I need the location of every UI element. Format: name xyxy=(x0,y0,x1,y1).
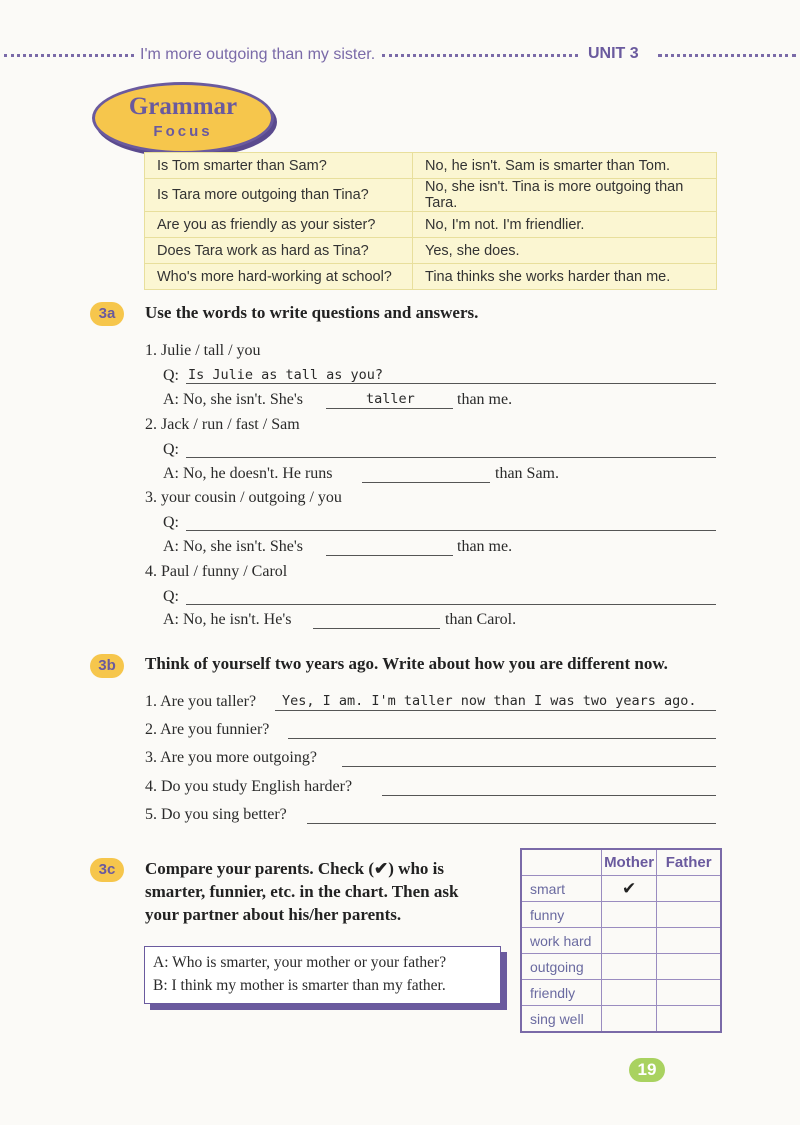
father-check-cell[interactable] xyxy=(657,980,721,1006)
answer-line[interactable] xyxy=(288,738,716,739)
section-3c-title-line-2: smarter, funnier, etc. in the chart. Then ask xyxy=(145,882,459,901)
dialog-line-a: A: Who is smarter, your mother or your father? xyxy=(153,954,447,971)
exercise-prompt: 4. Paul / funny / Carol xyxy=(145,563,288,580)
question-answer-text: Is Julie as tall as you? xyxy=(188,367,384,383)
table-row xyxy=(145,153,717,179)
chart-header-father: Father xyxy=(657,849,721,876)
father-check-cell[interactable] xyxy=(657,928,721,954)
answer-prefix: A: No, he isn't. He's xyxy=(163,611,292,628)
header-dots-left xyxy=(4,54,134,57)
question-answer-line[interactable] xyxy=(186,530,716,531)
father-check-cell[interactable] xyxy=(657,902,721,928)
chart-header-row xyxy=(521,849,721,876)
father-check-cell[interactable] xyxy=(657,1006,721,1033)
father-check-cell[interactable] xyxy=(657,876,721,902)
grammar-answer: Tina thinks she works harder than me. xyxy=(413,264,717,290)
trait-label: funny xyxy=(521,902,601,928)
table-row xyxy=(521,1006,721,1033)
grammar-answer: Yes, she does. xyxy=(413,238,717,264)
answer-prefix: A: No, she isn't. She's xyxy=(163,538,303,555)
mother-check-cell[interactable] xyxy=(601,902,657,928)
exercise-prompt: 1. Julie / tall / you xyxy=(145,342,261,359)
grammar-question: Is Tom smarter than Sam? xyxy=(145,153,413,179)
father-check-cell[interactable] xyxy=(657,954,721,980)
table-row xyxy=(521,980,721,1006)
answer-suffix: than me. xyxy=(457,391,513,408)
header-dots-middle xyxy=(382,54,578,57)
page-number: 19 xyxy=(629,1058,665,1082)
trait-label: friendly xyxy=(521,980,601,1006)
table-row xyxy=(521,876,721,902)
answer-text: Yes, I am. I'm taller now than I was two years ago. xyxy=(282,693,697,709)
section-3b-badge: 3b xyxy=(90,654,124,678)
answer-suffix: than me. xyxy=(457,538,513,555)
exercise-prompt: 3. your cousin / outgoing / you xyxy=(145,489,342,506)
answer-prefix: A: No, she isn't. She's xyxy=(163,391,303,408)
section-3c-title-line-3: your partner about his/her parents. xyxy=(145,905,402,924)
mother-check-cell[interactable] xyxy=(601,954,657,980)
section-3b-title: Think of yourself two years ago. Write about how you are different now. xyxy=(145,654,668,673)
answer-blank[interactable] xyxy=(362,482,490,483)
answer-prefix: A: No, he doesn't. He runs xyxy=(163,465,333,482)
answer-fill-text: taller xyxy=(366,391,415,407)
trait-label: outgoing xyxy=(521,954,601,980)
table-row xyxy=(521,928,721,954)
question-label: Q: xyxy=(163,588,179,605)
question-answer-line[interactable] xyxy=(186,383,716,384)
table-row xyxy=(145,238,717,264)
section-3c-title-line-1: Compare your parents. Check (✔) who is xyxy=(145,859,445,878)
answer-suffix: than Sam. xyxy=(495,465,559,482)
answer-blank[interactable] xyxy=(326,408,453,409)
chart-header-mother: Mother xyxy=(601,849,657,876)
section-3a-title: Use the words to write questions and answers. xyxy=(145,303,479,322)
chart-header-blank xyxy=(521,849,601,876)
table-row xyxy=(521,954,721,980)
grammar-answer: No, he isn't. Sam is smarter than Tom. xyxy=(413,153,717,179)
exercise-question: 4. Do you study English harder? xyxy=(145,778,353,795)
exercise-question: 1. Are you taller? xyxy=(145,693,257,710)
answer-blank[interactable] xyxy=(326,555,453,556)
table-row xyxy=(145,179,717,212)
grammar-question: Does Tara work as hard as Tina? xyxy=(145,238,413,264)
mother-check-cell[interactable] xyxy=(601,1006,657,1033)
grammar-focus-subtitle: Focus xyxy=(153,123,213,140)
exercise-question: 5. Do you sing better? xyxy=(145,806,287,823)
answer-line[interactable] xyxy=(275,710,716,711)
page-header xyxy=(0,44,800,68)
table-row xyxy=(145,264,717,290)
answer-line[interactable] xyxy=(382,795,716,796)
dialog-line-b: B: I think my mother is smarter than my father. xyxy=(153,977,446,994)
grammar-focus-title: Grammar xyxy=(128,93,238,120)
trait-label: smart xyxy=(521,876,601,902)
grammar-table xyxy=(144,152,717,290)
grammar-focus-badge xyxy=(92,82,274,154)
trait-label: work hard xyxy=(521,928,601,954)
unit-label: UNIT 3 xyxy=(588,45,639,62)
answer-line[interactable] xyxy=(307,823,716,824)
mother-check-cell[interactable] xyxy=(601,928,657,954)
question-answer-line[interactable] xyxy=(186,604,716,605)
question-label: Q: xyxy=(163,367,179,384)
answer-suffix: than Carol. xyxy=(445,611,517,628)
section-3c-badge: 3c xyxy=(90,858,124,882)
header-dots-right xyxy=(658,54,796,57)
mother-check-cell[interactable]: ✔ xyxy=(601,876,657,902)
section-3a-badge: 3a xyxy=(90,302,124,326)
grammar-answer: No, I'm not. I'm friendlier. xyxy=(413,212,717,238)
answer-blank[interactable] xyxy=(313,628,440,629)
grammar-question: Is Tara more outgoing than Tina? xyxy=(145,179,413,212)
parents-chart xyxy=(520,848,722,1033)
trait-label: sing well xyxy=(521,1006,601,1033)
question-label: Q: xyxy=(163,514,179,531)
header-title: I'm more outgoing than my sister. xyxy=(140,46,376,63)
exercise-question: 2. Are you funnier? xyxy=(145,721,270,738)
table-row xyxy=(145,212,717,238)
exercise-question: 3. Are you more outgoing? xyxy=(145,749,317,766)
exercise-prompt: 2. Jack / run / fast / Sam xyxy=(145,416,300,433)
example-dialog-box xyxy=(144,946,501,1004)
question-answer-line[interactable] xyxy=(186,457,716,458)
answer-line[interactable] xyxy=(342,766,716,767)
grammar-question: Who's more hard-working at school? xyxy=(145,264,413,290)
grammar-answer: No, she isn't. Tina is more outgoing than Tara. xyxy=(413,179,717,212)
table-row xyxy=(521,902,721,928)
mother-check-cell[interactable] xyxy=(601,980,657,1006)
question-label: Q: xyxy=(163,441,179,458)
grammar-question: Are you as friendly as your sister? xyxy=(145,212,413,238)
